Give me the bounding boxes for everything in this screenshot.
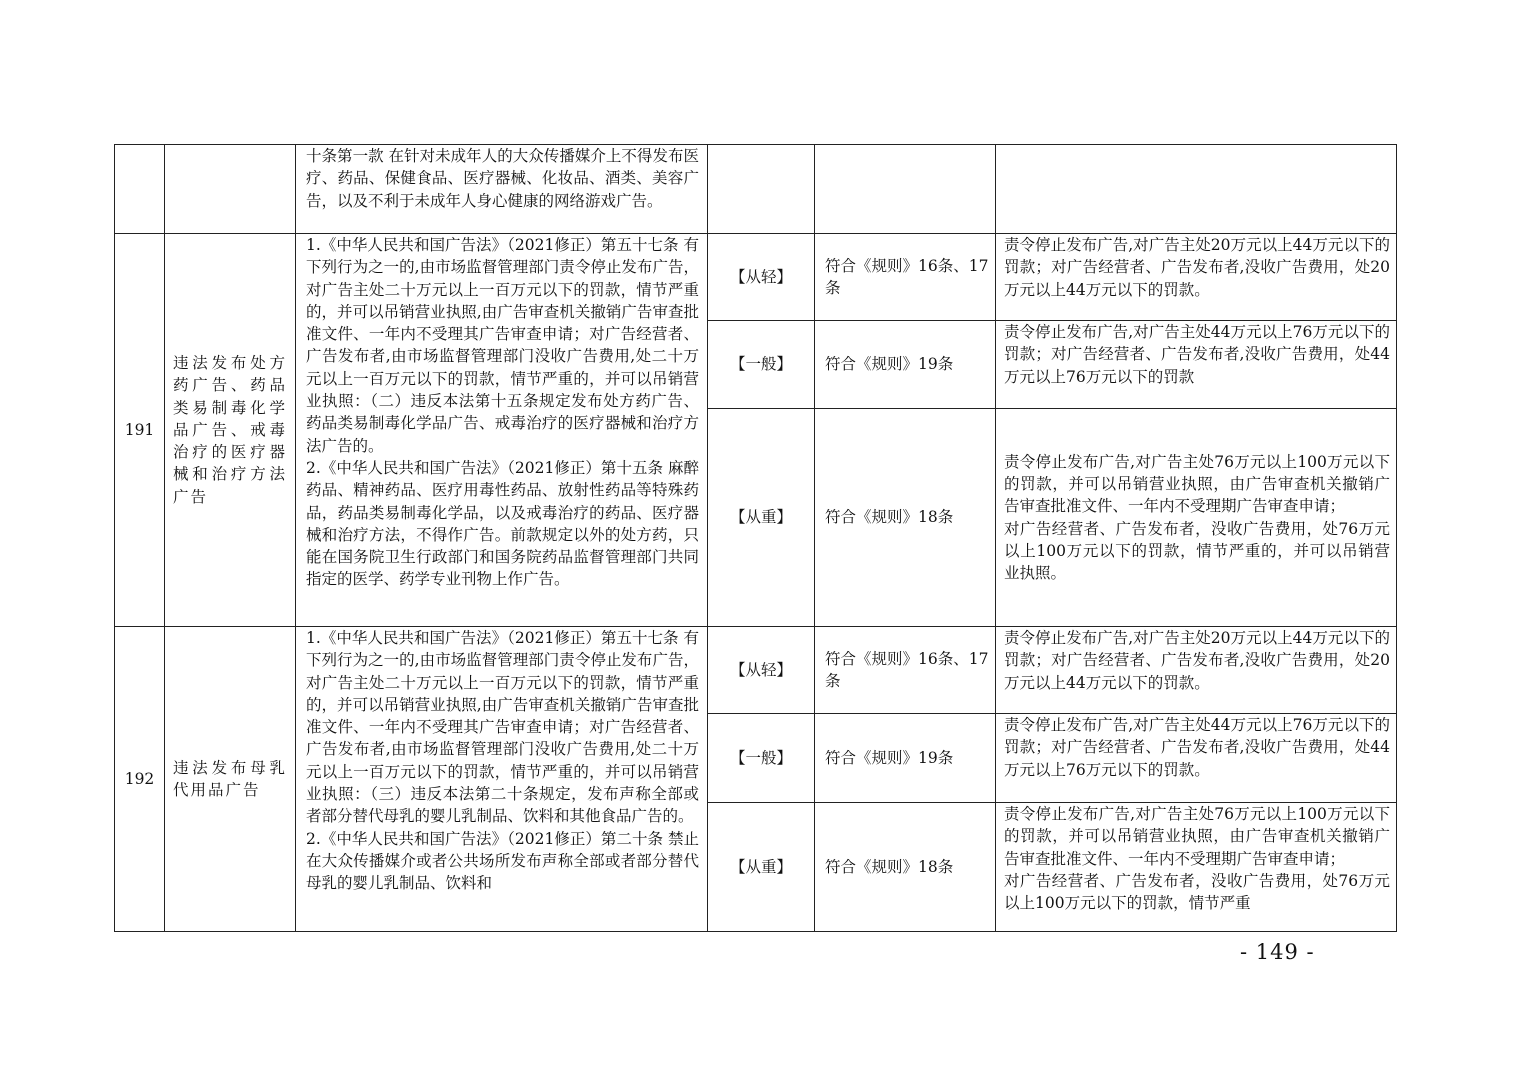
basis-cell: 十条第一款 在针对未成年人的大众传播媒介上不得发布医疗、药品、保健食品、医疗器械、化妆品、酒类、美容广告，以及不利于未成年人身心健康的网络游戏广告。 [296, 145, 708, 234]
penalty-standard: 责令停止发布广告,对广告主处76万元以上100万元以下的罚款，并可以吊销营业执照，由广告审查机关撤销广告审查批准文件、一年内不受理期广告审查申请； 对广告经营者、广告发布者，没收广告费用，处76万元以上100万元以下的罚款，情节严重 [996, 803, 1397, 932]
violation-item: 违法发布处方药广告、药品类易制毒化学品广告、戒毒治疗的医疗器械和治疗方法广告 [165, 234, 296, 627]
violation-item: 违法发布母乳代用品广告 [165, 627, 296, 932]
legal-basis: 1.《中华人民共和国广告法》（2021修正）第五十七条 有下列行为之一的,由市场监督管理部门责令停止发布广告，对广告主处二十万元以上一百万元以下的罚款，情节严重的，并可以吊销营业执照,由广告审查机关撤销广告审查批准文件、一年内不受理其广告审查申请；对广告经营者、广告发布者,由市场监督管理部门没收广告费用,处二十万元以上一百万元以下的罚款，情节严重的，并可以吊销营业执照：（三）违反本法第二十条规定，发布声称全部或者部分替代母乳的婴儿乳制品、饮料和其他食品广告的。 2.《中华人民共和国广告法》（2021修正）第二十条 禁止在大众传播媒介或者公共场所发布声称全部或者部分替代母乳的婴儿乳制品、饮料和 [296, 627, 708, 932]
table-row [115, 234, 1397, 321]
legal-basis: 1.《中华人民共和国广告法》（2021修正）第五十七条 有下列行为之一的,由市场监督管理部门责令停止发布广告，对广告主处二十万元以上一百万元以下的罚款，情节严重的，并可以吊销营业执照,由广告审查机关撤销广告审查批准文件、一年内不受理其广告审查申请；对广告经营者、广告发布者,由市场监督管理部门没收广告费用,处二十万元以上一百万元以下的罚款，情节严重的，并可以吊销营业执照：（二）违反本法第十五条规定发布处方药广告、药品类易制毒化学品广告、戒毒治疗的医疗器械和治疗方法广告的。 2.《中华人民共和国广告法》（2021修正）第十五条 麻醉药品、精神药品、医疗用毒性药品、放射性药品等特殊药品，药品类易制毒化学品，以及戒毒治疗的药品、医疗器械和治疗方法，不得作广告。前款规定以外的处方药，只能在国务院卫生行政部门和国务院药品监督管理部门共同指定的医学、药学专业刊物上作广告。 [296, 234, 708, 627]
applicable-condition: 符合《规则》18条 [815, 803, 996, 932]
discretion-level: 【一般】 [708, 714, 815, 803]
table-row-continuation [115, 145, 1397, 234]
applicable-condition: 符合《规则》19条 [815, 714, 996, 803]
number-cell [115, 145, 165, 234]
discretion-level: 【一般】 [708, 321, 815, 409]
applicable-condition: 符合《规则》16条、17条 [815, 627, 996, 714]
penalty-standard-table [114, 144, 1397, 932]
applicable-condition: 符合《规则》19条 [815, 321, 996, 409]
penalty-standard: 责令停止发布广告,对广告主处20万元以上44万元以下的罚款；对广告经营者、广告发布者,没收广告费用，处20万元以上44万元以下的罚款。 [996, 627, 1397, 714]
applicable-condition: 符合《规则》18条 [815, 409, 996, 627]
discretion-level: 【从重】 [708, 409, 815, 627]
penalty-standard: 责令停止发布广告,对广告主处76万元以上100万元以下的罚款，并可以吊销营业执照，由广告审查机关撤销广告审查批准文件、一年内不受理期广告审查申请； 对广告经营者、广告发布者，没收广告费用，处76万元以上100万元以下的罚款，情节严重的，并可以吊销营业执照。 [996, 409, 1397, 627]
discretion-level: 【从重】 [708, 803, 815, 932]
table-row [115, 627, 1397, 714]
applicable-condition: 符合《规则》16条、17条 [815, 234, 996, 321]
penalty-standard: 责令停止发布广告,对广告主处44万元以上76万元以下的罚款；对广告经营者、广告发布者,没收广告费用，处44万元以上76万元以下的罚款 [996, 321, 1397, 409]
page-number: - 149 - [1240, 940, 1315, 964]
penalty-standard: 责令停止发布广告,对广告主处44万元以上76万元以下的罚款；对广告经营者、广告发布者,没收广告费用，处44万元以上76万元以下的罚款。 [996, 714, 1397, 803]
standard-cell [996, 145, 1397, 234]
penalty-standard: 责令停止发布广告,对广告主处20万元以上44万元以下的罚款；对广告经营者、广告发布者,没收广告费用，处20万元以上44万元以下的罚款。 [996, 234, 1397, 321]
condition-cell [815, 145, 996, 234]
level-cell [708, 145, 815, 234]
item-cell [165, 145, 296, 234]
discretion-level: 【从轻】 [708, 627, 815, 714]
row-number: 192 [115, 627, 165, 932]
row-number: 191 [115, 234, 165, 627]
discretion-level: 【从轻】 [708, 234, 815, 321]
